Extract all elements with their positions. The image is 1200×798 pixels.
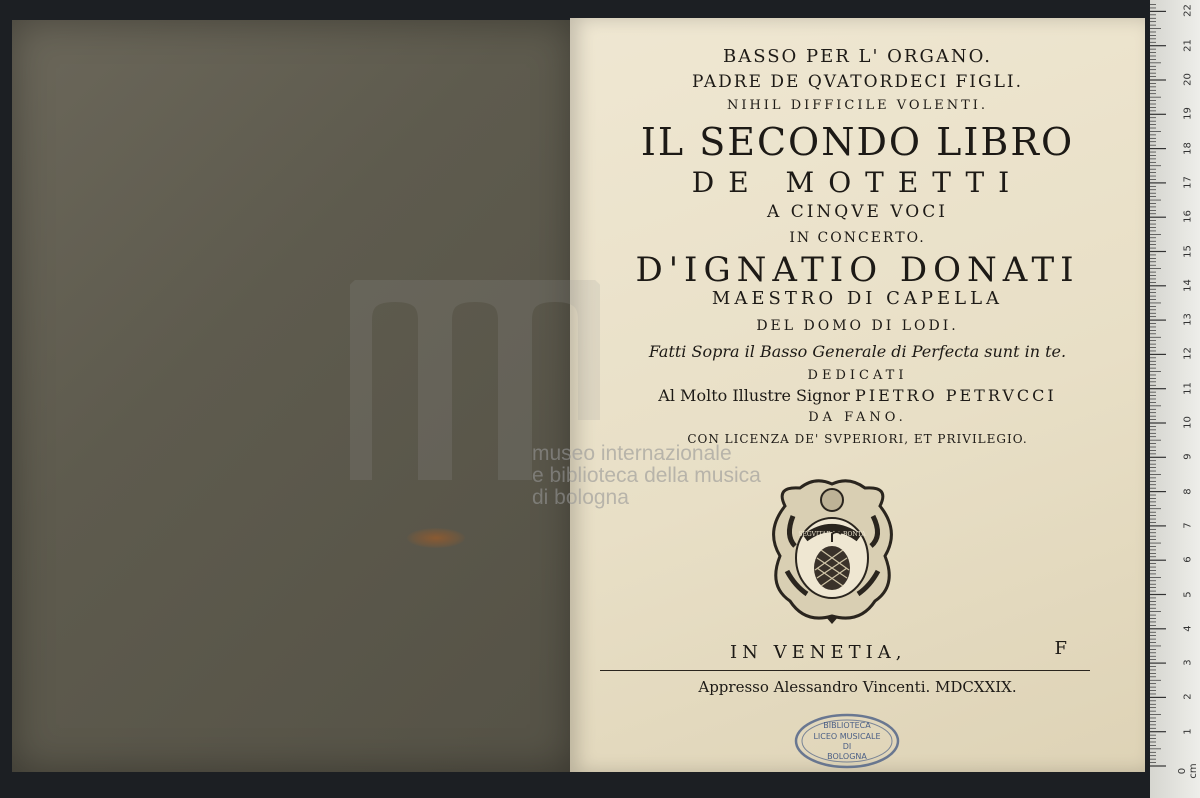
ruler-label: 1 <box>1182 728 1194 735</box>
stamp-line-3: DI <box>842 742 852 751</box>
dedicatee-prefix: Al Molto Illustre Signor <box>658 386 850 405</box>
ruler-label: 11 <box>1182 381 1194 395</box>
license-line: CON LICENZA DE' SVPERIORI, ET PRIVILEGIO. <box>687 432 1028 446</box>
ruler-label: 6 <box>1182 556 1194 563</box>
stamp-line-4: BOLOGNA <box>827 752 867 761</box>
watermark-line-2: e biblioteca della musica <box>532 464 761 487</box>
ruler-label: 14 <box>1182 278 1194 292</box>
subtitle-motetti: DE MOTETTI <box>691 166 1024 199</box>
ruler-label: 13 <box>1182 313 1194 326</box>
concerto-line: IN CONCERTO. <box>789 230 926 246</box>
dedication-label: DEDICATI <box>807 368 908 383</box>
voices-line: A CINQVE VOCI <box>767 202 948 222</box>
ruler-label: 5 <box>1182 590 1194 598</box>
ruler-label: 10 <box>1182 416 1194 429</box>
watermark-line-1: museo internazionale <box>532 442 732 465</box>
ruler-label: 19 <box>1182 107 1194 121</box>
watermark-line-3: di bologna <box>532 486 629 509</box>
printer-device-emblem <box>765 476 900 626</box>
imprint-printer: Appresso Alessandro Vincenti. MDCXXIX. <box>698 678 1017 696</box>
dedicatee-line <box>570 386 1145 405</box>
ruler-label: 0 cm <box>1177 763 1199 779</box>
author-place: DEL DOMO DI LODI. <box>756 318 959 334</box>
ruler-label: 16 <box>1182 210 1194 224</box>
ruler-label: 22 <box>1182 4 1194 18</box>
ruler-label: 20 <box>1182 73 1194 86</box>
ruler-label: 12 <box>1182 347 1194 361</box>
ruler-label: 8 <box>1182 487 1194 495</box>
imprint-place: IN VENETIA, <box>730 642 907 663</box>
dedicatee-name: PIETRO PETRVCCI <box>855 386 1057 405</box>
ruler-label: 15 <box>1182 244 1194 258</box>
ruler-label: 3 <box>1182 659 1194 666</box>
library-stamp <box>793 712 901 770</box>
ruler-label: 2 <box>1182 693 1194 701</box>
motto-line: NIHIL DIFFICILE VOLENTI. <box>726 98 989 113</box>
ruler-label: 4 <box>1182 625 1194 632</box>
main-title: IL SECONDO LIBRO <box>640 120 1075 164</box>
ruler-label: 9 <box>1182 453 1194 460</box>
ruler-label: 21 <box>1182 38 1194 52</box>
signature-mark: F <box>1054 638 1067 659</box>
cover-stain <box>407 528 465 548</box>
basso-generale-note: Fatti Sopra il Basso Generale di Perfecta sunt in te. <box>648 342 1067 361</box>
title-page <box>570 18 1145 772</box>
measurement-ruler <box>1150 0 1200 798</box>
front-cover <box>12 20 574 772</box>
heading-basso: BASSO PER L' ORGANO. <box>722 46 993 67</box>
author-title: MAESTRO DI CAPELLA <box>711 288 1004 309</box>
heading-padre: PADRE DE QVATORDECI FIGLI. <box>692 72 1023 92</box>
stamp-line-2: LICEO MUSICALE <box>813 732 881 741</box>
imprint-rule <box>600 670 1090 671</box>
author-name: D'IGNATIO DONATI <box>635 250 1080 290</box>
dedicatee-place: DA FANO. <box>808 410 907 425</box>
ruler-label: 7 <box>1182 522 1194 529</box>
ruler-label: 18 <box>1182 141 1194 155</box>
stamp-line-1: BIBLIOTECA <box>823 721 871 730</box>
emblem-motto: SEGVITAR LA BONTA <box>798 531 866 538</box>
ruler-label: 17 <box>1182 176 1194 189</box>
